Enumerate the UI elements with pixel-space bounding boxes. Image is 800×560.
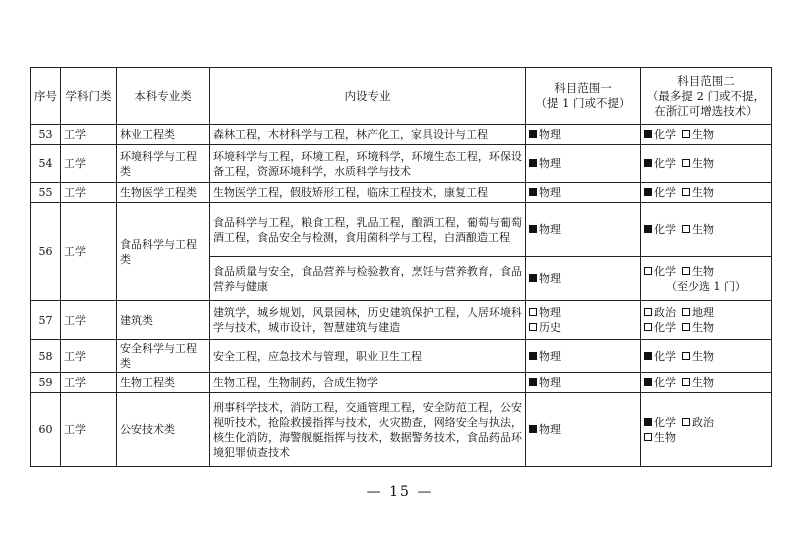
row-range1 [526, 373, 641, 393]
subject-option [644, 431, 676, 444]
checked-box-icon [644, 159, 652, 167]
empty-box-icon [682, 159, 690, 167]
checked-box-icon [644, 188, 652, 196]
subject-label: 物理 [539, 128, 561, 141]
subject-option [529, 306, 561, 319]
subject-label: 政治 [654, 306, 676, 319]
subject-label: 物理 [539, 423, 561, 436]
row-range2 [641, 145, 772, 183]
subject-label: 历史 [539, 321, 561, 334]
subject-label: 化学 [654, 157, 676, 170]
row-range2 [641, 203, 772, 257]
subject-label: 生物 [692, 321, 714, 334]
checked-box-icon [644, 418, 652, 426]
subject-label: 政治 [692, 415, 714, 429]
subject-label: 生物 [692, 376, 714, 389]
header-range2-title: 科目范围二 [677, 73, 735, 88]
subject-label: 生物 [692, 128, 714, 141]
subject-option [682, 186, 714, 199]
subject-label: 地理 [692, 306, 714, 319]
range2-note: （至少选 1 门） [666, 279, 746, 293]
checked-box-icon [529, 188, 537, 196]
subject-option [529, 157, 561, 170]
subject-label: 生物 [692, 223, 714, 236]
header-row [31, 68, 772, 125]
empty-box-icon [682, 352, 690, 360]
row-category: 工学 [61, 393, 117, 467]
subject-label: 物理 [539, 272, 561, 285]
table-row [31, 145, 772, 183]
subject-option [644, 321, 676, 334]
subject-option [644, 265, 676, 278]
header-category: 学科门类 [61, 68, 117, 125]
checked-box-icon [644, 130, 652, 138]
table-row [31, 340, 772, 373]
checked-box-icon [529, 274, 537, 282]
subject-label: 化学 [654, 223, 676, 236]
row-range1 [526, 393, 641, 467]
row-number: 53 [31, 125, 61, 145]
table-row [31, 203, 772, 257]
subject-label: 生物 [654, 430, 676, 444]
empty-box-icon [682, 188, 690, 196]
subject-label: 生物 [692, 157, 714, 170]
subject-option [644, 128, 676, 141]
row-number: 59 [31, 373, 61, 393]
row-range2 [641, 301, 772, 340]
row-major-class: 林业工程类 [117, 125, 210, 145]
row-category: 工学 [61, 301, 117, 340]
subject-label: 物理 [539, 376, 561, 389]
row-sub-majors: 安全工程，应急技术与管理，职业卫生工程 [210, 340, 526, 373]
empty-box-icon [644, 267, 652, 275]
row-major-class: 生物医学工程类 [117, 183, 210, 203]
row-major-class: 环境科学与工程类 [117, 145, 210, 183]
table-row [31, 183, 772, 203]
header-range2-note: （最多提 2 门或不提， [646, 88, 766, 103]
row-major-class: 生物工程类 [117, 373, 210, 393]
subject-option [644, 376, 676, 389]
row-range2 [641, 373, 772, 393]
subject-option [682, 265, 714, 278]
row-range2 [641, 393, 772, 467]
subject-option [682, 350, 714, 363]
empty-box-icon [644, 433, 652, 441]
subject-option [529, 272, 561, 285]
row-major-class: 公安技术类 [117, 393, 210, 467]
subject-option [644, 416, 676, 429]
checked-box-icon [644, 352, 652, 360]
subject-label: 化学 [654, 349, 676, 363]
row-sub-majors: 环境科学与工程，环境工程，环境科学，环境生态工程，环保设备工程，资源环境科学，水质科学与技术 [210, 145, 526, 183]
subject-label: 化学 [654, 415, 676, 429]
subject-label: 物理 [539, 157, 561, 170]
row-major-class: 食品科学与工程类 [117, 203, 210, 301]
empty-box-icon [644, 308, 652, 316]
row-range1 [526, 203, 641, 257]
row-sub-majors: 生物医学工程，假肢矫形工程，临床工程技术，康复工程 [210, 183, 526, 203]
checked-box-icon [529, 130, 537, 138]
empty-box-icon [529, 323, 537, 331]
row-sub-majors: 森林工程，木材科学与工程，林产化工，家具设计与工程 [210, 125, 526, 145]
row-range2 [641, 257, 772, 301]
subject-option [644, 306, 676, 319]
row-range1 [526, 183, 641, 203]
table-body [31, 125, 772, 467]
subject-option [682, 321, 714, 334]
subject-option [644, 186, 676, 199]
row-range1 [526, 257, 641, 301]
row-range2 [641, 183, 772, 203]
table-row [31, 125, 772, 145]
row-range2 [641, 340, 772, 373]
row-sub-majors: 生物工程，生物制药，合成生物学 [210, 373, 526, 393]
header-range1-title: 科目范围一 [554, 81, 612, 95]
row-number: 58 [31, 340, 61, 373]
header-sub-majors: 内设专业 [210, 68, 526, 125]
subject-label: 生物 [692, 349, 714, 363]
empty-box-icon [682, 308, 690, 316]
subject-option [644, 223, 676, 236]
row-sub-majors: 刑事科学技术，消防工程，交通管理工程，安全防范工程，公安视听技术，抢险救援指挥与技术，火灾勘查，网络安全与执法，核生化消防，海警舰艇指挥与技术，数据警务技术，食品药品环境犯罪侦查技术 [210, 393, 526, 467]
subject-label: 物理 [539, 349, 561, 363]
subject-label: 化学 [654, 128, 676, 141]
row-sub-majors: 建筑学，城乡规划，风景园林，历史建筑保护工程，人居环境科学与技术，城市设计，智慧建筑与建造 [210, 301, 526, 340]
row-range1 [526, 301, 641, 340]
header-range2-note-2: 在浙江可增选技术） [654, 103, 758, 118]
checked-box-icon [644, 225, 652, 233]
subject-option [529, 350, 561, 363]
table-row [31, 373, 772, 393]
row-number: 56 [31, 203, 61, 301]
subject-label: 化学 [654, 376, 676, 389]
subject-label: 物理 [539, 306, 561, 319]
row-number: 60 [31, 393, 61, 467]
header-range1 [526, 68, 641, 125]
subject-label: 物理 [539, 186, 561, 199]
subject-option [529, 128, 561, 141]
empty-box-icon [682, 323, 690, 331]
row-major-class: 建筑类 [117, 301, 210, 340]
table-row [31, 393, 772, 467]
subject-option [682, 223, 714, 236]
subject-option [644, 157, 676, 170]
table-row [31, 301, 772, 340]
subject-label: 化学 [654, 264, 676, 278]
checked-box-icon [529, 225, 537, 233]
subject-label: 物理 [539, 223, 561, 236]
checked-box-icon [644, 378, 652, 386]
row-number: 55 [31, 183, 61, 203]
row-range2 [641, 125, 772, 145]
row-range1 [526, 145, 641, 183]
header-major-class: 本科专业类 [117, 68, 210, 125]
row-major-class: 安全科学与工程类 [117, 340, 210, 373]
subject-label: 化学 [654, 321, 676, 334]
checked-box-icon [529, 425, 537, 433]
empty-box-icon [682, 418, 690, 426]
subject-option [682, 416, 714, 429]
row-category: 工学 [61, 183, 117, 203]
empty-box-icon [682, 130, 690, 138]
checked-box-icon [529, 378, 537, 386]
header-range2 [641, 68, 772, 125]
empty-box-icon [529, 308, 537, 316]
subject-option [682, 157, 714, 170]
subject-option [644, 350, 676, 363]
subject-option [529, 423, 561, 436]
empty-box-icon [682, 378, 690, 386]
subject-label: 化学 [654, 186, 676, 199]
row-number: 57 [31, 301, 61, 340]
row-category: 工学 [61, 373, 117, 393]
subject-option [682, 376, 714, 389]
empty-box-icon [682, 267, 690, 275]
row-sub-majors: 食品质量与安全，食品营养与检验教育，烹饪与营养教育，食品营养与健康 [210, 257, 526, 301]
subject-option [529, 186, 561, 199]
subject-label: 生物 [692, 186, 714, 199]
row-number: 54 [31, 145, 61, 183]
row-range1 [526, 340, 641, 373]
checked-box-icon [529, 159, 537, 167]
row-category: 工学 [61, 145, 117, 183]
row-category: 工学 [61, 203, 117, 301]
subject-label: 生物 [692, 264, 714, 278]
header-no: 序号 [31, 68, 61, 125]
empty-box-icon [682, 225, 690, 233]
row-sub-majors: 食品科学与工程，粮食工程，乳品工程，酿酒工程，葡萄与葡萄酒工程，食品安全与检测，食用菌科学与工程，白酒酿造工程 [210, 203, 526, 257]
checked-box-icon [529, 352, 537, 360]
subject-option [529, 223, 561, 236]
subject-option [682, 306, 714, 319]
subject-option [682, 128, 714, 141]
subject-option [529, 321, 561, 334]
row-category: 工学 [61, 340, 117, 373]
subject-requirements-table [30, 67, 772, 467]
row-category: 工学 [61, 125, 117, 145]
subject-option [529, 376, 561, 389]
row-range1 [526, 125, 641, 145]
empty-box-icon [644, 323, 652, 331]
page-number: — 15 — [366, 484, 434, 500]
header-range1-note: （提 1 门或不提） [535, 96, 631, 110]
